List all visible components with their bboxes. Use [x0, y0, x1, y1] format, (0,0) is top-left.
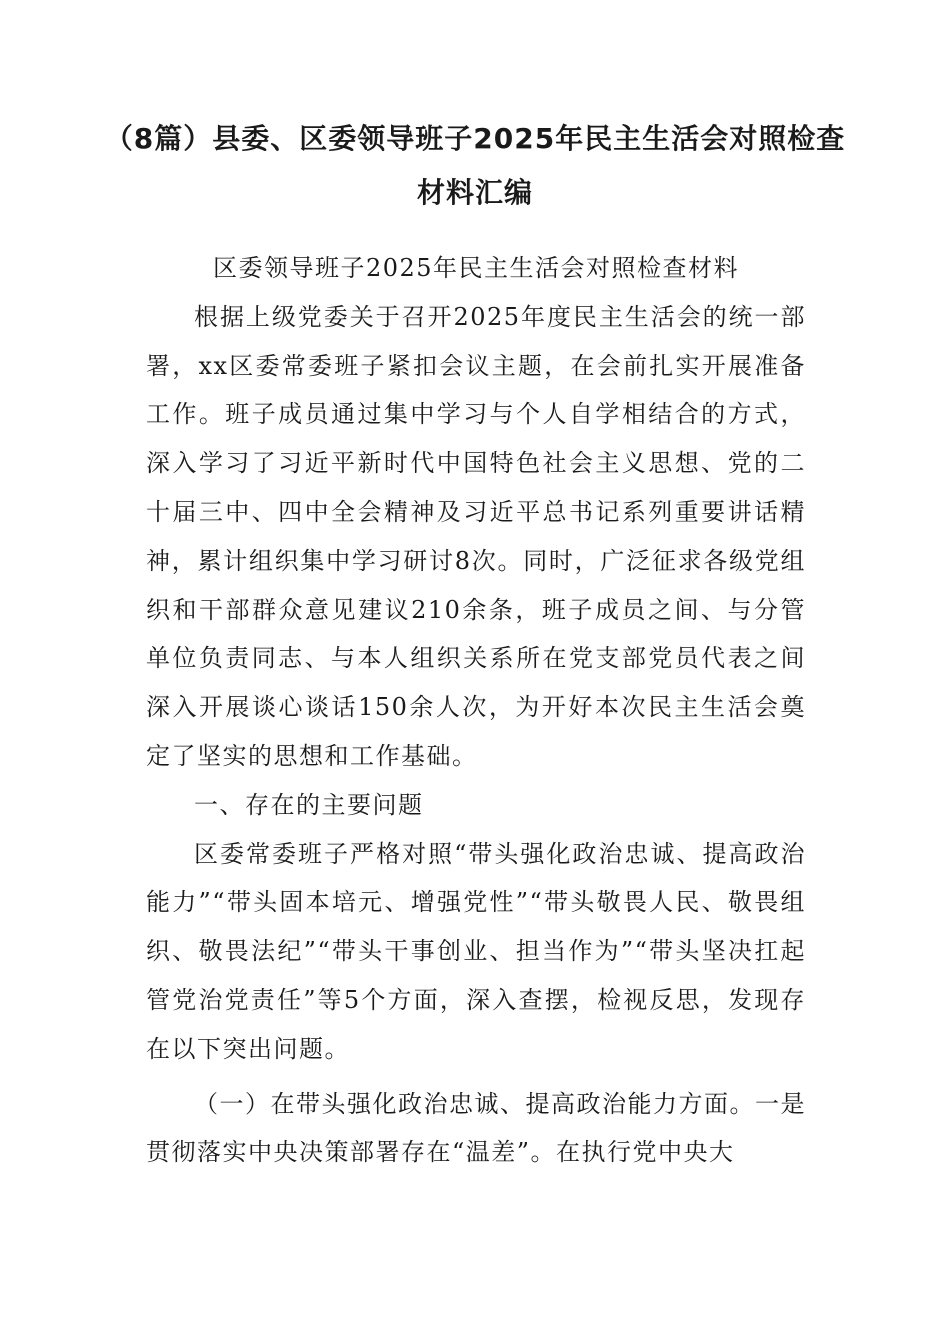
- section-heading: 一、存在的主要问题: [194, 790, 424, 819]
- intro-paragraph: 根据上级党委关于召开2025年度民主生活会的统一部署，xx区委常委班子紧扣会议主题，在会前扎实开展准备工作。班子成员通过集中学习与个人自学相结合的方式，深入学习了习近平新时代中国特色社会主义思想、党的二十届三中、四中全会精神及习近平总书记系列重要讲话精神，累计组织集中学习研讨8次。同时，广泛征求各级党组织和干部群众意见建议210余条，班子成员之间、与分管单位负责同志、与本人组织关系所在党支部党员代表之间深入开展谈心谈话150余人次，为开好本次民主生活会奠定了坚实的思想和工作基础。: [146, 302, 806, 770]
- section-paragraph: 区委常委班子严格对照“带头强化政治忠诚、提高政治能力”“带头固本培元、增强党性”“带头敬畏人民、敬畏组织、敬畏法纪”“带头干事创业、担当作为”“带头坚决扛起管党治党责任”等5个方面，深入查摆，检视反思，发现存在以下突出问题。: [146, 839, 806, 1063]
- subsection-paragraph: （一）在带头强化政治忠诚、提高政治能力方面。一是贯彻落实中央决策部署存在“温差”。在执行党中央大: [146, 1089, 806, 1167]
- document-body: [146, 244, 806, 1177]
- document-subtitle: 区委领导班子2025年民主生活会对照检查材料: [212, 254, 740, 282]
- document-title: （8篇）县委、区委领导班子2025年民主生活会对照检查材料汇编: [104, 122, 846, 209]
